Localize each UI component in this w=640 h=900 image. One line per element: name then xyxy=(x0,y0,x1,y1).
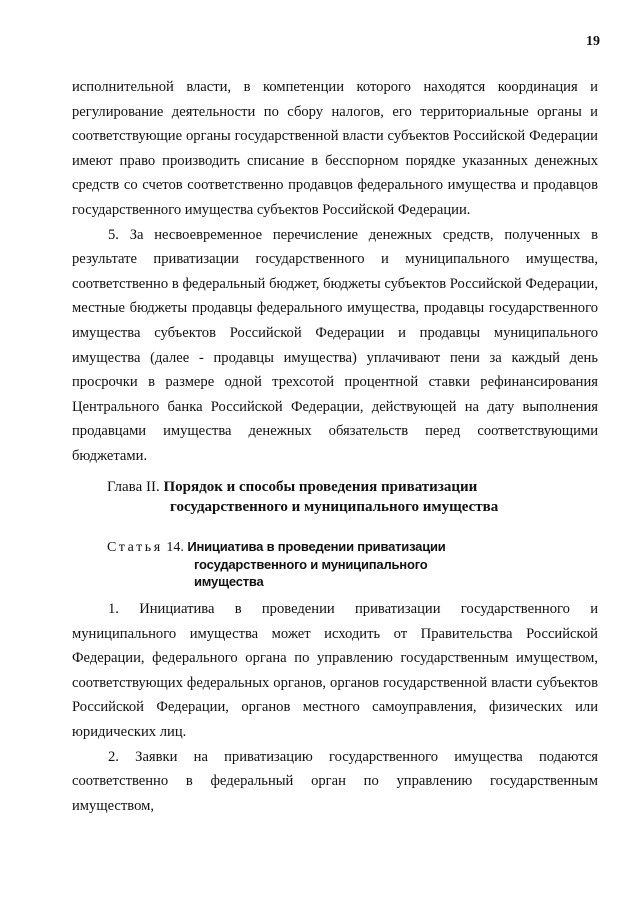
paragraph-item-5: 5. За несвоевременное перечисление денежных средств, полученных в результате приватизации государственного и муниципального имущества, соответственно в федеральный бюджет, бюджеты субъектов Российской Федерации, местные бюджеты продавцы федерального имущества, продавцы государственного имущества субъектов Российской Федерации и продавцы муниципального имущества (далее - продавцы имущества) уплачивают пени за каждый день просрочки в размере одной трехсотой процентной ставки рефинансирования Центрального банка Российской Федерации, действующей на дату выполнения продавцами имущества денежных обязательств перед соответствующими бюджетами. xyxy=(72,226,598,464)
paragraph-continuation: исполнительной власти, в компетенции которого находятся координация и регулирование деятельности по сбору налогов, его территориальные органы и соответствующие органы государственной власти субъектов Российской Федерации имеют право производить списание в бесспорном порядке указанных денежных средств со счетов соответственно продавцов федерального имущества и продавцов государственного имущества субъектов Российской Федерации. xyxy=(72,79,598,218)
chapter-title-line2: государственного и муниципального имущества xyxy=(170,499,499,515)
article-title-line3: имущества xyxy=(194,574,264,589)
body-text-top xyxy=(72,75,598,469)
paragraph-item-1: 1. Инициатива в проведении приватизации государственного и муниципального имущества может исходить от Правительства Российской Федерации, федерального органа по управлению государственным имуществом, соответствующих федеральных органов, органов государственной власти субъектов Российской Федерации, органов местного самоуправления, физических или юридических лиц. xyxy=(72,601,598,740)
article-title-line1: Инициатива в проведении приватизации xyxy=(187,539,446,554)
article-title-line2: государственного и муниципального xyxy=(194,557,428,572)
article-number: 14. xyxy=(166,540,184,555)
chapter-heading xyxy=(107,477,547,517)
chapter-title-line1: Порядок и способы проведения приватизации xyxy=(163,479,478,495)
chapter-label: Глава II. xyxy=(107,479,160,495)
article-label: Статья xyxy=(107,540,163,555)
body-text-bottom xyxy=(72,597,598,818)
article-heading xyxy=(107,538,527,590)
page-number: 19 xyxy=(586,34,600,49)
paragraph-item-2: 2. Заявки на приватизацию государственного имущества подаются соответственно в федеральный орган по управлению государственным имуществом, xyxy=(72,748,598,814)
